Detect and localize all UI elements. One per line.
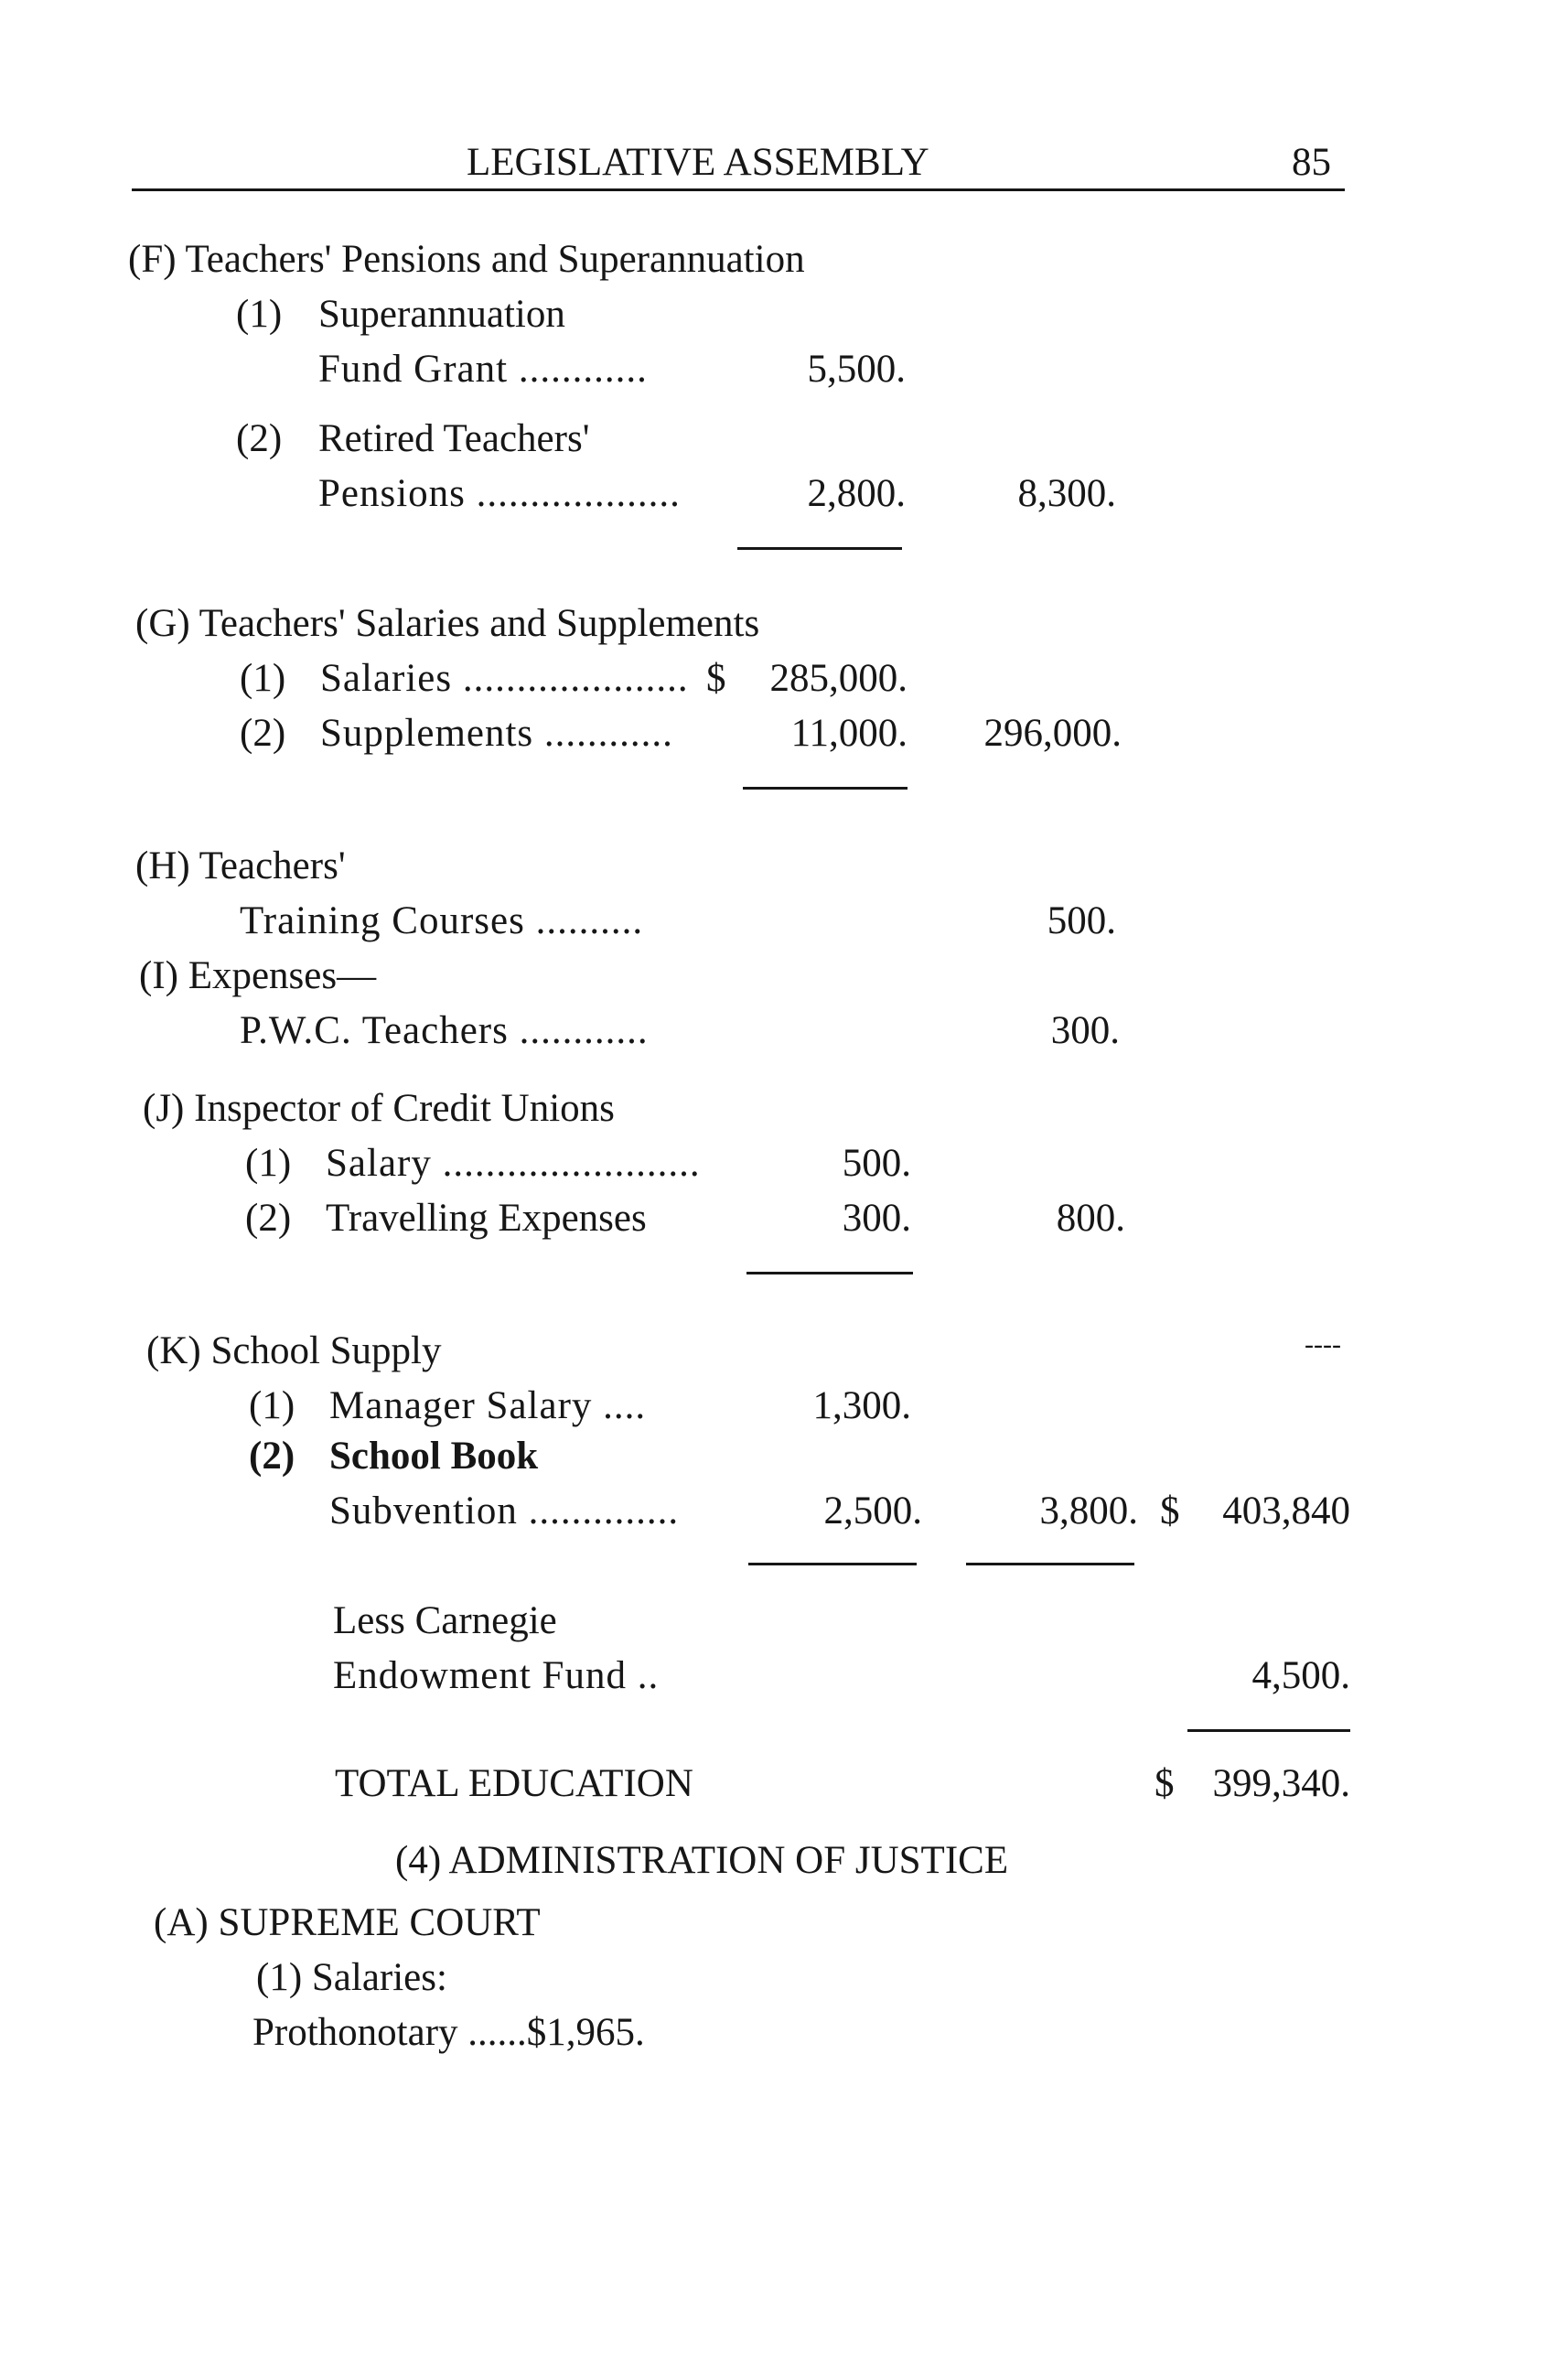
section-f-item2-line2: Pensions ...................: [318, 472, 681, 515]
less-line1: Less Carnegie: [333, 1599, 557, 1642]
section-j-item2-num: (2): [245, 1197, 292, 1240]
section-f-heading: (F) Teachers' Pensions and Superannuation: [128, 238, 805, 281]
justice-prothonotary: Prothonotary ......$1,965.: [252, 2011, 645, 2054]
section-g-subtotal-rule: [743, 787, 908, 790]
section-j-item1-amount: 500.: [842, 1142, 911, 1185]
section-f-item2-line1: Retired Teachers': [318, 417, 590, 460]
section-k-item1-label: Manager Salary ....: [329, 1384, 647, 1427]
section-i-heading: (I) Expenses—: [139, 954, 377, 997]
section-k-item2-amount: 2,500.: [823, 1489, 922, 1532]
section-g-item2-amount: 11,000.: [790, 712, 908, 755]
total-education-amount: 399,340.: [1212, 1762, 1350, 1805]
section-g-item1-num: (1): [240, 657, 286, 700]
section-g-heading: (G) Teachers' Salaries and Supplements: [135, 602, 760, 645]
section-i-line2: P.W.C. Teachers ............: [240, 1009, 649, 1052]
less-rule: [1187, 1729, 1350, 1732]
justice-sub-a: (A) SUPREME COURT: [154, 1901, 541, 1944]
section-j-item1-num: (1): [245, 1142, 292, 1185]
section-f-item2-num: (2): [236, 417, 283, 460]
section-j-item2-amount: 300.: [842, 1197, 911, 1240]
section-k-total: 3,800.: [1039, 1489, 1138, 1532]
section-k-heading: (K) School Supply: [146, 1329, 442, 1372]
less-line2: Endowment Fund ..: [333, 1654, 660, 1697]
total-education-label: TOTAL EDUCATION: [335, 1762, 693, 1805]
section-j-item1-label: Salary ........................: [326, 1142, 701, 1185]
section-g-total: 296,000.: [983, 712, 1122, 755]
section-h-heading: (H) Teachers': [135, 844, 346, 887]
header-rule: [132, 188, 1345, 191]
section-f-item1-num: (1): [236, 293, 283, 336]
section-k-item2-num: (2): [249, 1435, 295, 1478]
section-k-grand-dollar: $: [1160, 1489, 1180, 1532]
section-k-dash: ----: [1305, 1329, 1341, 1360]
section-f-item1-amount: 5,500.: [807, 348, 906, 391]
section-k-item1-amount: 1,300.: [812, 1384, 911, 1427]
section-h-total: 500.: [1047, 899, 1116, 942]
section-f-item1-line2: Fund Grant ............: [318, 348, 648, 391]
section-f-total: 8,300.: [1017, 472, 1116, 515]
section-j-subtotal-rule: [746, 1272, 913, 1274]
section-h-line2: Training Courses ..........: [240, 899, 644, 942]
total-education-dollar: $: [1155, 1762, 1175, 1805]
section-j-item2-label: Travelling Expenses: [326, 1197, 647, 1240]
section-k-total-rule: [966, 1563, 1134, 1565]
section-j-heading: (J) Inspector of Credit Unions: [143, 1087, 615, 1130]
section-g-item2-label: Supplements ............: [320, 712, 673, 755]
section-g-item1-amount: 285,000.: [769, 657, 908, 700]
page-number: 85: [1292, 141, 1331, 184]
section-f-item1-line1: Superannuation: [318, 293, 565, 336]
section-k-item2-line2: Subvention ..............: [329, 1489, 680, 1532]
section-f-item2-amount: 2,800.: [807, 472, 906, 515]
section-g-item2-num: (2): [240, 712, 286, 755]
section-g-item1-label: Salaries .....................: [320, 657, 689, 700]
justice-salaries: (1) Salaries:: [256, 1956, 447, 1999]
section-k-item1-num: (1): [249, 1384, 295, 1427]
section-f-subtotal-rule: [737, 547, 902, 550]
section-k-subtotal-rule: [748, 1563, 917, 1565]
section-g-item1-dollar: $: [706, 657, 726, 700]
page-header-title: LEGISLATIVE ASSEMBLY: [467, 141, 929, 184]
section-i-total: 300.: [1050, 1009, 1120, 1052]
justice-heading: (4) ADMINISTRATION OF JUSTICE: [395, 1839, 1009, 1882]
section-k-item2-line1: School Book: [329, 1435, 539, 1478]
section-j-total: 800.: [1056, 1197, 1125, 1240]
less-amount: 4,500.: [1251, 1654, 1350, 1697]
section-k-grand-total: 403,840: [1222, 1489, 1350, 1532]
